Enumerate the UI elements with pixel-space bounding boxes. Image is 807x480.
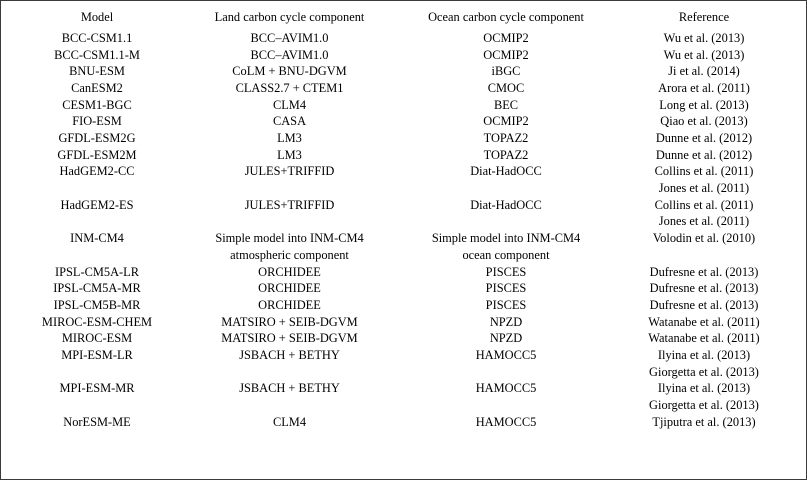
cell-reference: Tjiputra et al. (2013)	[652, 414, 756, 429]
table-row	[12, 297, 793, 314]
table-row	[12, 280, 793, 297]
cell-reference: Giorgetta et al. (2013)	[649, 398, 759, 413]
cell-model: NorESM-ME	[63, 414, 131, 429]
table-row	[12, 414, 793, 431]
cell-ocean-component: HAMOCC5	[475, 381, 537, 396]
table-body	[12, 27, 793, 430]
cell-ocean-component: CMOC	[487, 80, 525, 95]
table-row	[12, 213, 793, 230]
cell-land-component: BCC–AVIM1.0	[250, 47, 329, 62]
cell-land-component: BCC–AVIM1.0	[250, 30, 329, 45]
table-row	[12, 347, 793, 364]
cell-land-component: MATSIRO + SEIB-DGVM	[221, 314, 358, 329]
cell-ocean-component: Diat-HadOCC	[470, 164, 542, 179]
cell-land-component: atmospheric component	[230, 247, 349, 262]
cell-land-component	[182, 364, 397, 381]
cell-model	[12, 213, 182, 230]
column-header-land: Land carbon cycle component	[214, 10, 365, 24]
cell-model: CanESM2	[71, 80, 123, 95]
table-row	[12, 380, 793, 397]
cmip-model-table	[12, 7, 793, 430]
cell-ocean-component	[397, 180, 615, 197]
cell-model: MIROC-ESM-CHEM	[41, 314, 153, 329]
cell-model: IPSL-CM5B-MR	[53, 297, 141, 312]
cell-model: HadGEM2-ES	[60, 197, 134, 212]
cell-ocean-component: BEC	[493, 97, 519, 112]
table-row	[12, 180, 793, 197]
cell-model	[12, 364, 182, 381]
cell-land-component: JULES+TRIFFID	[244, 197, 335, 212]
cell-reference: Watanabe et al. (2011)	[648, 331, 760, 346]
cell-model: HadGEM2-CC	[59, 164, 135, 179]
cell-model: BCC-CSM1.1	[61, 30, 133, 45]
cell-land-component	[182, 180, 397, 197]
table-row	[12, 97, 793, 114]
cell-reference: Jones et al. (2011)	[658, 214, 750, 229]
table-row	[12, 163, 793, 180]
table-header-row	[12, 7, 793, 27]
table-row	[12, 63, 793, 80]
table-row	[12, 263, 793, 280]
cell-reference: Dunne et al. (2012)	[655, 147, 753, 162]
column-header-reference: Reference	[678, 10, 730, 24]
cell-ocean-component: ocean component	[462, 247, 550, 262]
cell-ocean-component	[397, 213, 615, 230]
table-row	[12, 230, 793, 247]
table-row	[12, 147, 793, 164]
cell-reference: Volodin et al. (2010)	[652, 231, 756, 246]
cell-land-component	[182, 397, 397, 414]
cell-model: MPI-ESM-LR	[61, 347, 133, 362]
cell-ocean-component: OCMIP2	[483, 47, 529, 62]
cell-land-component	[182, 213, 397, 230]
cell-reference: Ilyina et al. (2013)	[657, 347, 751, 362]
cell-reference: Arora et al. (2011)	[658, 80, 750, 95]
cell-ocean-component: TOPAZ2	[483, 147, 529, 162]
table-row	[12, 46, 793, 63]
cell-reference: Wu et al. (2013)	[663, 47, 745, 62]
cell-ocean-component: HAMOCC5	[475, 347, 537, 362]
cell-reference: Qiao et al. (2013)	[660, 114, 748, 129]
cell-land-component: LM3	[277, 147, 302, 162]
cell-model: CESM1-BGC	[62, 97, 132, 112]
cell-land-component: LM3	[277, 131, 302, 146]
cell-reference: Collins et al. (2011)	[654, 197, 754, 212]
cell-ocean-component: TOPAZ2	[483, 131, 529, 146]
cell-reference: Jones et al. (2011)	[658, 181, 750, 196]
cell-reference: Collins et al. (2011)	[654, 164, 754, 179]
cell-land-component: MATSIRO + SEIB-DGVM	[221, 331, 358, 346]
cell-reference: Dufresne et al. (2013)	[649, 297, 759, 312]
table-header	[12, 7, 793, 27]
table-row	[12, 113, 793, 130]
column-header-model: Model	[80, 10, 114, 24]
table-row	[12, 330, 793, 347]
cell-model: IPSL-CM5A-MR	[53, 281, 141, 296]
cell-ocean-component: OCMIP2	[483, 114, 529, 129]
cell-ocean-component: PISCES	[485, 297, 527, 312]
cell-reference: Ji et al. (2014)	[668, 64, 740, 79]
table-row	[12, 397, 793, 414]
table-row	[12, 247, 793, 264]
cell-reference	[615, 247, 793, 264]
cell-ocean-component: PISCES	[485, 264, 527, 279]
cell-land-component: CLM4	[272, 97, 307, 112]
cell-model	[12, 247, 182, 264]
cell-land-component: CLM4	[272, 414, 307, 429]
cell-model: BCC-CSM1.1-M	[54, 47, 140, 62]
table-row	[12, 27, 793, 46]
cell-reference: Watanabe et al. (2011)	[648, 314, 760, 329]
cell-land-component: Simple model into INM-CM4	[215, 231, 364, 246]
cell-land-component: CLASS2.7 + CTEM1	[235, 80, 344, 95]
cell-model: BNU-ESM	[69, 64, 125, 79]
cell-reference: Ilyina et al. (2013)	[657, 381, 751, 396]
table-row	[12, 197, 793, 214]
cell-model: GFDL-ESM2G	[58, 131, 136, 146]
table-row	[12, 130, 793, 147]
cell-land-component: JSBACH + BETHY	[239, 347, 340, 362]
cell-land-component: CoLM + BNU-DGVM	[232, 64, 347, 79]
cell-ocean-component: NPZD	[489, 314, 523, 329]
cell-reference: Long et al. (2013)	[659, 97, 749, 112]
cell-land-component: CASA	[272, 114, 307, 129]
cell-ocean-component	[397, 364, 615, 381]
cell-reference: Dufresne et al. (2013)	[649, 264, 759, 279]
cell-ocean-component: OCMIP2	[483, 30, 529, 45]
cell-reference: Wu et al. (2013)	[663, 30, 745, 45]
cell-model: INM-CM4	[70, 231, 124, 246]
cell-model	[12, 180, 182, 197]
cell-ocean-component: NPZD	[489, 331, 523, 346]
cell-model: FIO-ESM	[72, 114, 122, 129]
cell-ocean-component: iBGC	[491, 64, 521, 79]
table-row	[12, 80, 793, 97]
cell-model: GFDL-ESM2M	[57, 147, 137, 162]
cell-ocean-component: PISCES	[485, 281, 527, 296]
cell-land-component: ORCHIDEE	[258, 281, 321, 296]
cell-land-component: ORCHIDEE	[258, 297, 321, 312]
cell-model: MIROC-ESM	[61, 331, 133, 346]
cell-ocean-component	[397, 397, 615, 414]
cell-reference: Dunne et al. (2012)	[655, 131, 753, 146]
cell-reference: Giorgetta et al. (2013)	[649, 364, 759, 379]
table-row	[12, 364, 793, 381]
cell-ocean-component: HAMOCC5	[475, 414, 537, 429]
cell-model: MPI-ESM-MR	[59, 381, 135, 396]
table-row	[12, 313, 793, 330]
column-header-ocean: Ocean carbon cycle component	[428, 10, 584, 24]
cell-model: IPSL-CM5A-LR	[55, 264, 139, 279]
cell-reference: Dufresne et al. (2013)	[649, 281, 759, 296]
cell-ocean-component: Simple model into INM-CM4	[431, 231, 581, 246]
cell-land-component: JSBACH + BETHY	[239, 381, 340, 396]
cell-model	[12, 397, 182, 414]
cell-land-component: JULES+TRIFFID	[244, 164, 335, 179]
cell-land-component: ORCHIDEE	[258, 264, 321, 279]
cell-ocean-component: Diat-HadOCC	[470, 197, 542, 212]
